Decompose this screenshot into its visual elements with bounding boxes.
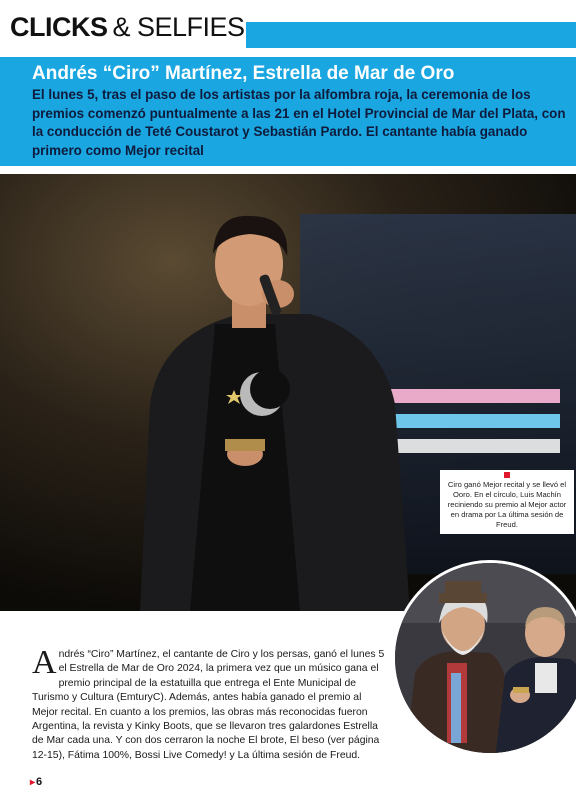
caption-text: Ciro ganó Mejor recital y se llevó el Ooro. En el círculo, Luis Machín reciniendo su premio al Mejor actor en drama por La última sesión de Freud. (447, 480, 567, 529)
header-accent-bar (246, 22, 576, 48)
page-number-text: 6 (36, 776, 43, 788)
article-body (32, 644, 388, 763)
hero-box (0, 57, 576, 166)
article-body-text: ndrés “Ciro” Martínez, el cantante de Ciro y los persas, ganó el lunes 5 el Estrella de Mar de Oro 2024, la primera vez que un músico gana el premio principal de la estatuilla que entrega el Ente Municipal de Turismo y Cultura (EmturyC). Además, antes había ganado el premio al Mejor recital. En cuanto a los premios, las obras más reconocidas fueron Argentina, la revista y Kinky Boots, que se llevaron tres galardones Estrella de Mar cada una. Y con dos cerraron la noche El brote, El beso (ver página 12-15), Fátima 100%, Bossi Live Comedy! y La última sesión de Freud. (32, 649, 385, 761)
page-number (30, 776, 42, 788)
main-photo (0, 174, 576, 611)
caption-marker (504, 472, 510, 478)
subheadline: El lunes 5, tras el paso de los artistas por la alfombra roja, la ceremonia de los premios comenzó puntualmente a las 21 en el Hotel Provincial de Mar del Plata, con la conducción de Teté Coustarot y Sebastián Pardo. El cantante había ganado primero como Mejor recital (32, 87, 566, 158)
photo-caption (440, 470, 574, 534)
section-header (10, 12, 245, 48)
inset-photo (392, 560, 576, 756)
page-arrow-icon: ▸ (30, 776, 36, 788)
section-title-light: & SELFIES (112, 12, 245, 42)
drop-cap: A (32, 644, 57, 681)
section-title-bold: CLICKS (10, 12, 108, 42)
headline: Andrés “Ciro” Martínez, Estrella de Mar de Oro (32, 63, 455, 84)
